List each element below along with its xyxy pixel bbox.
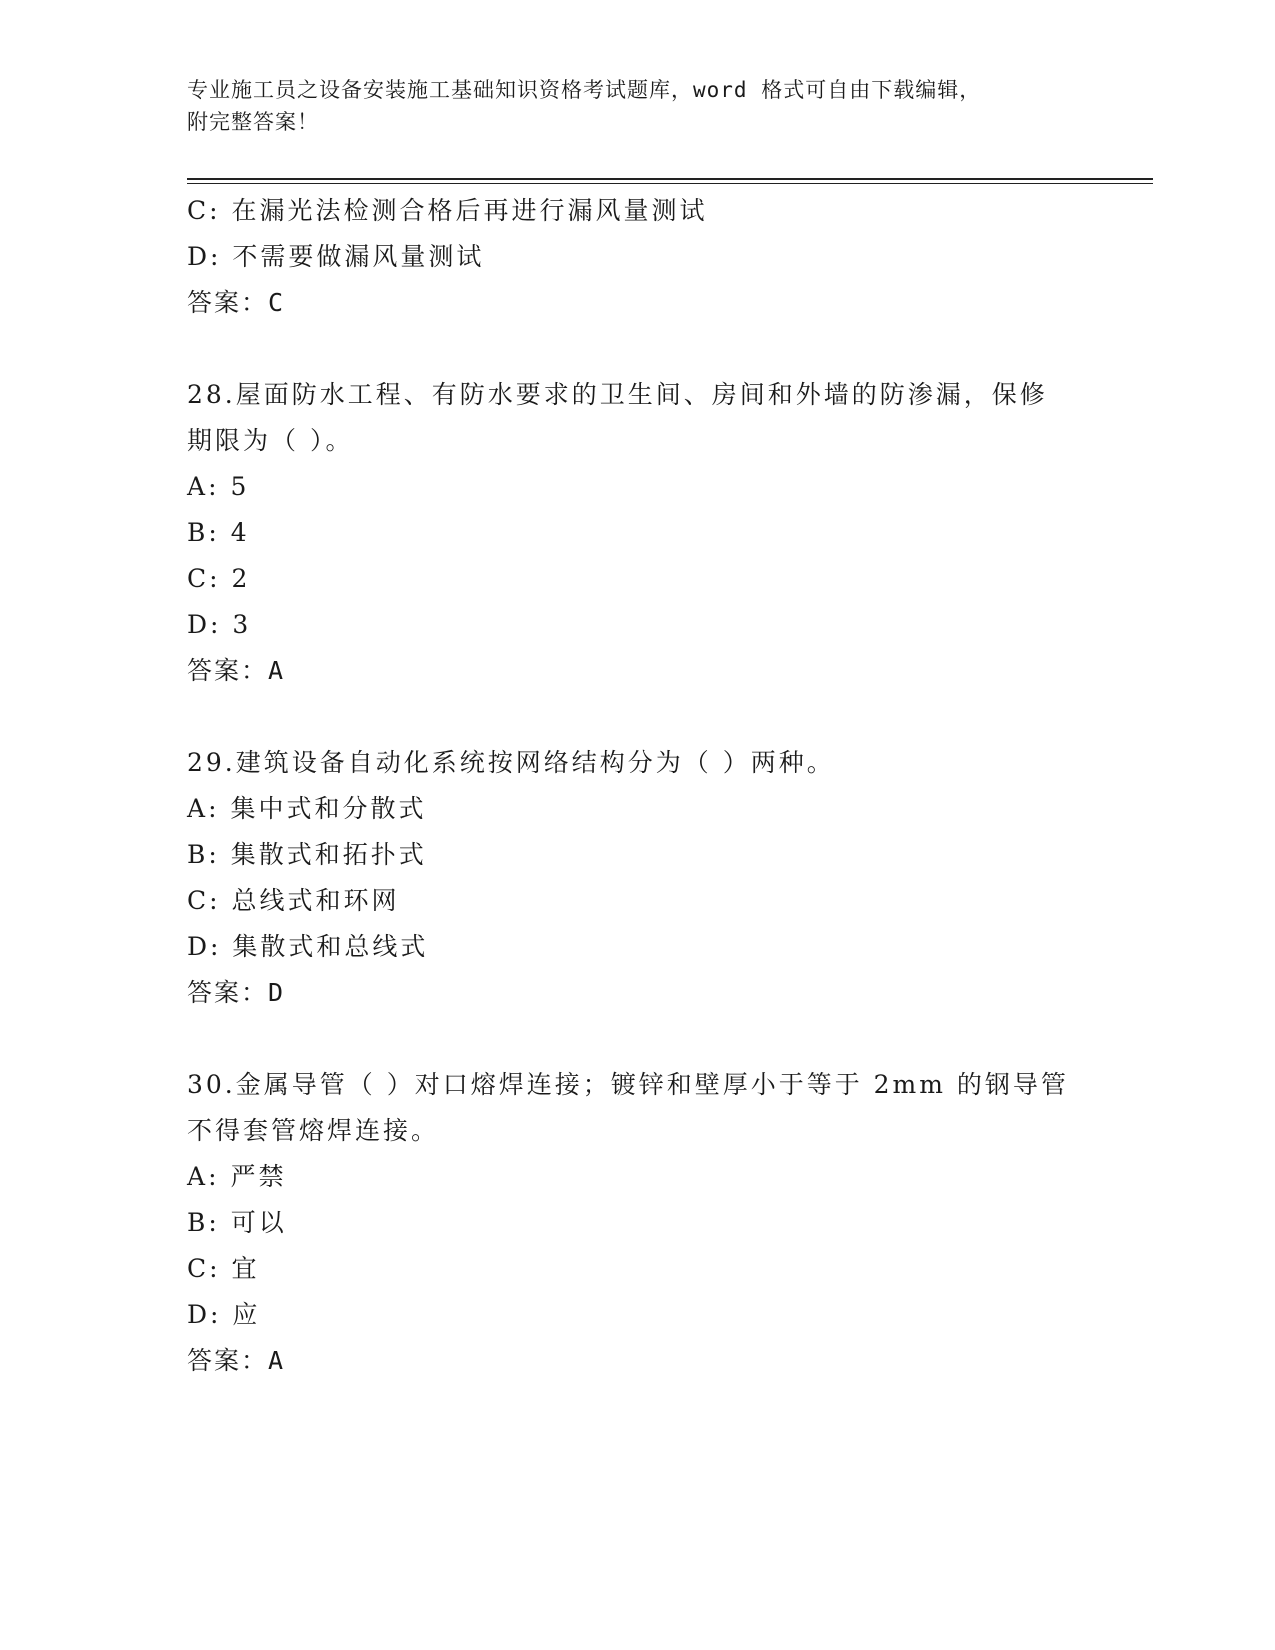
document-header <box>187 74 1087 138</box>
option-d: D: 3 <box>187 610 252 639</box>
question-28 <box>187 372 1087 694</box>
option-d: D: 集散式和总线式 <box>187 932 429 961</box>
option-b: B: 4 <box>187 518 250 547</box>
option-c: C: 总线式和环网 <box>187 886 400 915</box>
option-a: A: 5 <box>187 472 250 501</box>
question-text-line: 30.金属导管（ ）对口熔焊连接；镀锌和壁厚小于等于 2mm 的钢导管 <box>187 1070 1069 1099</box>
option-b: B: 集散式和拓扑式 <box>187 840 427 869</box>
answer-line: 答案：D <box>187 978 284 1007</box>
option-a: A: 集中式和分散式 <box>187 794 427 823</box>
question-27-continuation <box>187 188 1087 326</box>
header-rule-thick <box>187 178 1153 180</box>
header-line-1: 专业施工员之设备安装施工基础知识资格考试题库，word 格式可自由下载编辑， <box>187 78 982 102</box>
header-line-2: 附完整答案！ <box>187 110 319 134</box>
option-b: B: 可以 <box>187 1208 287 1237</box>
question-text-line: 期限为（ ）。 <box>187 426 354 455</box>
question-29 <box>187 740 1087 1016</box>
option-c: C: 2 <box>187 564 251 593</box>
option-d: D: 应 <box>187 1300 261 1329</box>
question-list <box>187 188 1087 1384</box>
option-a: A: 严禁 <box>187 1162 287 1191</box>
question-text-line: 29.建筑设备自动化系统按网络结构分为（ ）两种。 <box>187 748 835 777</box>
option-d: D: 不需要做漏风量测试 <box>187 242 485 271</box>
answer-line: 答案：A <box>187 656 284 685</box>
header-rule-thin <box>187 183 1153 184</box>
question-text-line: 28.屋面防水工程、有防水要求的卫生间、房间和外墙的防渗漏，保修 <box>187 380 1048 409</box>
answer-line: 答案：C <box>187 288 284 317</box>
question-30 <box>187 1062 1087 1384</box>
question-text-line: 不得套管熔焊连接。 <box>187 1116 440 1145</box>
answer-line: 答案：A <box>187 1346 284 1375</box>
option-c: C: 宜 <box>187 1254 260 1283</box>
option-c: C: 在漏光法检测合格后再进行漏风量测试 <box>187 196 708 225</box>
